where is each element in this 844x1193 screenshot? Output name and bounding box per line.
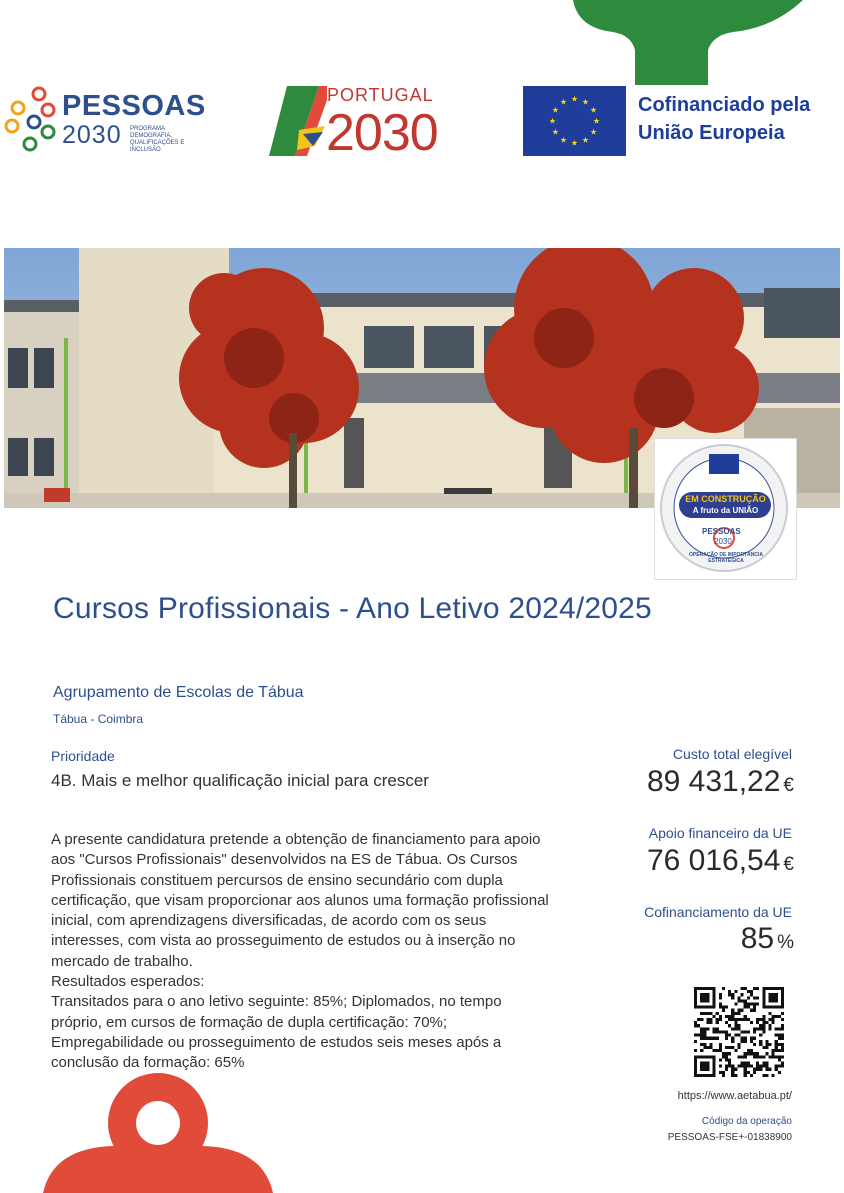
portugal-logo-word: PORTUGAL <box>327 85 434 105</box>
website-link[interactable]: https://www.aetabua.pt/ <box>677 1090 792 1102</box>
badge-brand-number: 2030 <box>714 537 732 546</box>
portugal-logo-number: 2030 <box>326 104 438 162</box>
green-decoration <box>573 0 803 85</box>
eu-support-amount: 76 016,54 <box>646 844 781 877</box>
cofinancing-value <box>741 922 794 956</box>
description <box>51 830 551 1074</box>
total-cost-label: Custo total elegível <box>672 746 792 762</box>
total-cost-value <box>647 765 794 799</box>
eu-text-line2: União Europeia <box>638 122 785 144</box>
eu-text-line1: Cofinanciado pela <box>638 94 811 116</box>
badge-line1: EM CONSTRUÇÃO <box>685 494 766 504</box>
qr-code[interactable] <box>694 987 784 1077</box>
cofinancing-unit: % <box>777 932 794 953</box>
badge-line2: A fruto da UNIÃO <box>692 506 759 515</box>
page-title: Cursos Profissionais - Ano Letivo 2024/2025 <box>53 592 652 625</box>
eu-support-value <box>647 844 794 878</box>
priority-value: 4B. Mais e melhor qualificação inicial para crescer <box>51 771 429 790</box>
pessoas-logo-name: PESSOAS <box>62 90 206 122</box>
pessoas-logo-icon <box>4 86 62 158</box>
eu-cofinancing-text <box>638 91 810 147</box>
red-decoration <box>43 1068 273 1193</box>
eu-flag-icon <box>523 86 626 156</box>
organization-location: Tábua - Coimbra <box>53 712 144 726</box>
description-paragraph: A presente candidatura pretende a obtenção de financiamento para apoio aos "Cursos Profissionais" desenvolvidos na ES de Tábua. Os Cursos Profissionais constituem percursos de ensino secundário com dupla certificação, que visam proporcionar aos alunos uma formação profissional inicial, com aprendizagens diversificadas, de acordo com os seus interesses, com vista ao prosseguimento de estudos ou à inserção no mercado de trabalho. <box>51 831 549 970</box>
pessoas-logo-subtitle: PROGRAMA DEMOGRAFIA, QUALIFICAÇÕES E INCLUSÃO <box>130 126 185 153</box>
operation-code: PESSOAS-FSE+-01838900 <box>667 1132 792 1143</box>
description-results-heading: Resultados esperados: <box>51 973 205 991</box>
total-cost-amount: 89 431,22 <box>646 765 781 798</box>
operation-code-label: Código da operação <box>701 1116 792 1127</box>
eu-support-unit: € <box>783 854 794 875</box>
eu-support-label: Apoio financeiro da UE <box>648 825 792 841</box>
pessoas-logo-number: 2030 <box>62 121 122 149</box>
cofinancing-label: Cofinanciamento da UE <box>644 904 792 920</box>
total-cost-unit: € <box>783 775 794 796</box>
priority-label: Prioridade <box>51 748 115 764</box>
badge-ring-text: OPERAÇÃO DE IMPORTÂNCIA ESTRATÉGICA <box>689 552 763 564</box>
cofinancing-amount: 85 <box>740 922 775 955</box>
description-results: Transitados para o ano letivo seguinte: 85%; Diplomados, no tempo próprio, em cursos de formação de dupla certificação: 70%; Empregabilidade ou prosseguimento de estudos seis meses após a conclusão da formação: 65% <box>51 993 502 1072</box>
organization-name: Agrupamento de Escolas de Tábua <box>53 684 304 701</box>
portugal-logo-icon <box>267 86 327 156</box>
badge-brand: PESSOAS <box>702 527 741 536</box>
